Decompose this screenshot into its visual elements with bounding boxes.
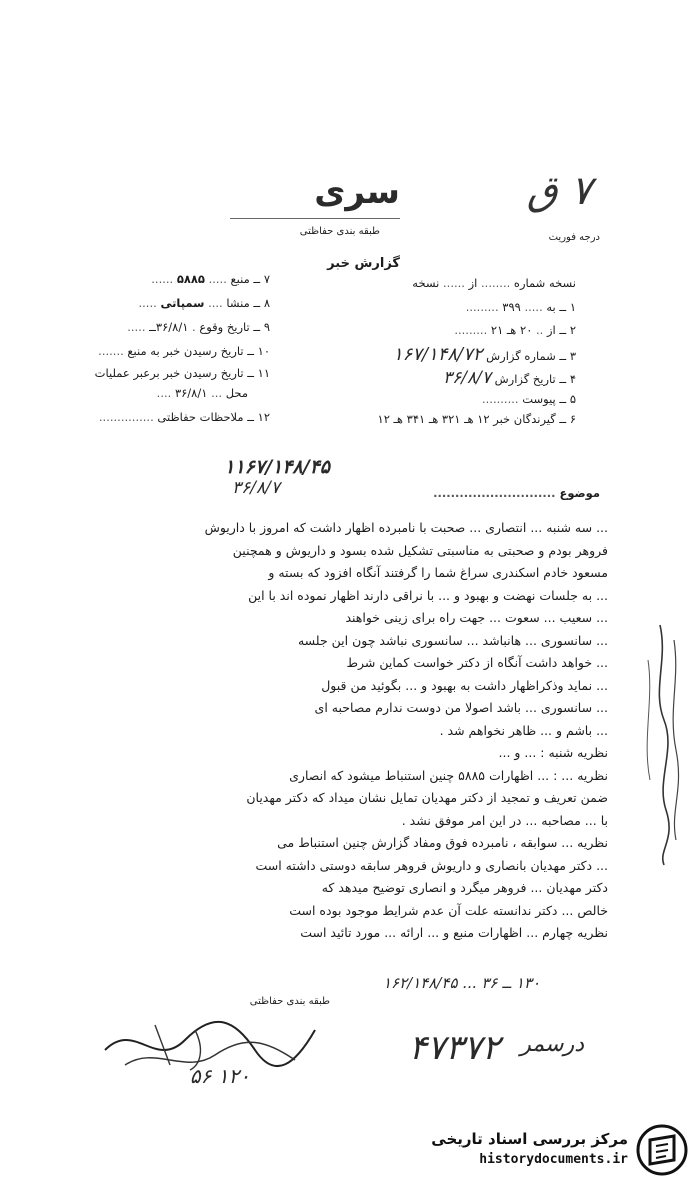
signature-image — [95, 1010, 325, 1080]
body-line: دکتر مهدیان ... فروهر میگرد و انصاری توضیح میدهد که — [321, 880, 608, 895]
from-label: ۲ ــ از — [547, 323, 576, 337]
place-value: ۳۶/۸/۱ — [174, 386, 208, 400]
attachment-label: ۵ ــ پیوست — [522, 392, 576, 406]
event-date-row: ۹ ــ تاریخ وقوع . ۳۶/۸/۱ــ ..... — [127, 320, 270, 334]
body-line: ضمن تعریف و تمجید از دکتر مهدیان تمایل نشان میداد که دکتر مهدیان — [246, 790, 608, 805]
report-number-value: ۱۶۷/۱۴۸/۷۲ — [392, 344, 483, 365]
body-line: ... خواهد داشت آنگاه از دکتر خواست کماین شرط — [346, 655, 608, 670]
document-number-handwritten: ۴۷۳۷۲ — [408, 1028, 500, 1068]
body-line: ... به جلسات نهضت و بهبود و ... با نراقی دارند اظهار نموده اند با این — [248, 587, 608, 603]
body-line: نظریه شنبه : ... و ... — [498, 745, 608, 760]
body-line: ... سه شنبه ... انتصاری ... صحبت با نامبرده اظهار داشت که امروز با داریوش — [204, 520, 608, 535]
receipt-date-label: ۱۰ ــ تاریخ رسیدن خبر به منبع — [127, 344, 270, 358]
place-row: محل ... ۳۶/۸/۱ .... — [156, 386, 248, 400]
receipt-date-row: ۱۰ ــ تاریخ رسیدن خبر به منبع ....... — [98, 344, 270, 358]
classification-label: طبقه بندی حفاظتی — [299, 226, 380, 237]
report-date-value: ۳۶/۸/۷ — [442, 368, 491, 388]
body-line: نظریه ... : ... اظهارات ۵۸۸۵ چنین استنباط میشود که انصاری — [289, 767, 608, 783]
body-line: ... نماید وذکراظهار داشت به بهبود و ... بگوئید من قبول — [321, 677, 608, 693]
recipients-label: ۶ ــ گیرندگان خبر — [493, 412, 576, 426]
from-value: ۲۰ هـ ۲۱ — [490, 323, 533, 337]
report-date-row — [443, 368, 576, 388]
margin-annotation — [630, 620, 690, 870]
report-title: گزارش خبر — [327, 256, 400, 271]
bottom-handwritten-line: ۱۳۰ ــ ۳۶ ... ۱۶۲/۱۴۸/۴۵ — [382, 974, 540, 992]
body-line: با ... مصاحبه ... در این امر موفق نشد . — [401, 812, 608, 828]
report-number-label: ۳ ــ شماره گزارش — [486, 349, 576, 363]
report-number-row — [393, 344, 576, 365]
handwritten-number-extra: ۱۲۰ ۵۶ — [189, 1064, 250, 1088]
copy-number-label: نسخه شماره — [513, 276, 576, 290]
recipients-value: ۱۲ هـ ۳۲۱ هـ ۳۴۱ هـ ۱۲ — [377, 412, 490, 426]
source-value: ۵۸۸۵ — [176, 272, 205, 286]
body-line: ... سانسوری ... هانباشد ... سانسوری نباشد چون این جلسه — [297, 632, 608, 648]
to-row: ۱ ــ به ..... ۳۹۹ ......... — [465, 300, 576, 314]
copy-number-row: نسخه شماره ........ از ...... نسخه — [412, 276, 576, 290]
origin-row: ۸ ــ منشا .... سمپاتی ..... — [138, 296, 270, 310]
recipients-row — [378, 412, 576, 426]
bottom-classification-label: طبقه بندی حفاظتی — [249, 996, 330, 1007]
body-line: خالص ... دکتر ندانسته علت آن عدم شرایط موجود بوده است — [289, 902, 608, 918]
archive-logo-icon — [636, 1124, 688, 1176]
attachment-row: ۵ ــ پیوست .......... — [482, 392, 576, 406]
classification-word: سری — [314, 172, 400, 212]
body-line: نظریه چهارم ... اظهارات منبع و ... ارائه ... مورد تائید است — [300, 925, 608, 940]
classification-underline — [230, 218, 400, 219]
body-line: ... سانسوری ... باشد اصولا من دوست ندارم مصاحبه ای — [314, 700, 608, 715]
body-line: مسعود خادم اسکندری سراغ شما را گرفتند آنگاه افزود که بسته و — [268, 565, 608, 580]
to-value: ۳۹۹ — [502, 300, 521, 314]
body-line: فروهر بودم و صحبتی به مناسبتی تشکیل شده بسود و داریوش و همچنین — [232, 542, 608, 558]
footer-brand-url: historydocuments.ir — [479, 1152, 628, 1167]
notes-label: ۱۲ ــ ملاحظات حفاظتی — [157, 410, 270, 424]
source-label: ۷ ــ منبع — [230, 272, 270, 286]
body-line: نظریه ... سوابقه ، نامبرده فوق ومفاد گزارش چنین استنباط می — [277, 835, 608, 850]
subject-label: موضوع — [559, 486, 600, 500]
footer-brand-name: مرکز بررسی اسناد تاریخی — [431, 1130, 628, 1148]
handwritten-note: درسمر — [520, 1032, 584, 1057]
to-label: ۱ ــ به — [546, 300, 576, 314]
copy-number-mid: از — [468, 276, 478, 290]
event-date-value: ۳۶/۸/۱ــ — [149, 320, 189, 334]
reference-date: ۳۶/۸/۷ — [232, 478, 280, 498]
body-line: ... باشم و ... ظاهر نخواهم شد . — [439, 722, 608, 738]
source-row: ۷ ــ منبع ..... ۵۸۸۵ ...... — [151, 272, 270, 286]
copy-number-end: نسخه — [412, 276, 440, 290]
notes-row: ۱۲ ــ ملاحظات حفاظتی ............... — [98, 410, 270, 424]
ops-date-row — [95, 366, 270, 380]
subject-row: موضوع ............................ — [433, 486, 600, 500]
report-date-label: ۴ ــ تاریخ گزارش — [494, 372, 576, 386]
report-body — [96, 520, 608, 948]
body-line: ... دکتر مهدیان بانصاری و داریوش فروهر سابقه دوستی داشته است — [255, 857, 608, 873]
body-line: ... سعیب ... سعوت ... جهت راه برای زینی خواهند — [345, 610, 608, 625]
ops-date-label: ۱۱ ــ تاریخ رسیدن خبر برعبر عملیات — [94, 366, 270, 380]
origin-label: ۸ ــ منشا — [226, 296, 270, 310]
reference-number: ۱۱۶۷/۱۴۸/۴۵ — [224, 456, 330, 478]
from-row: ۲ ــ از .. ۲۰ هـ ۲۱ ......... — [454, 323, 576, 337]
priority-label: درجه فوریت — [548, 232, 600, 243]
stamp-handwritten: ۷ ق — [526, 168, 592, 214]
origin-value: سمپاتی — [160, 296, 205, 310]
event-date-label: ۹ ــ تاریخ وقوع — [199, 320, 270, 334]
place-label: محل — [225, 386, 248, 400]
